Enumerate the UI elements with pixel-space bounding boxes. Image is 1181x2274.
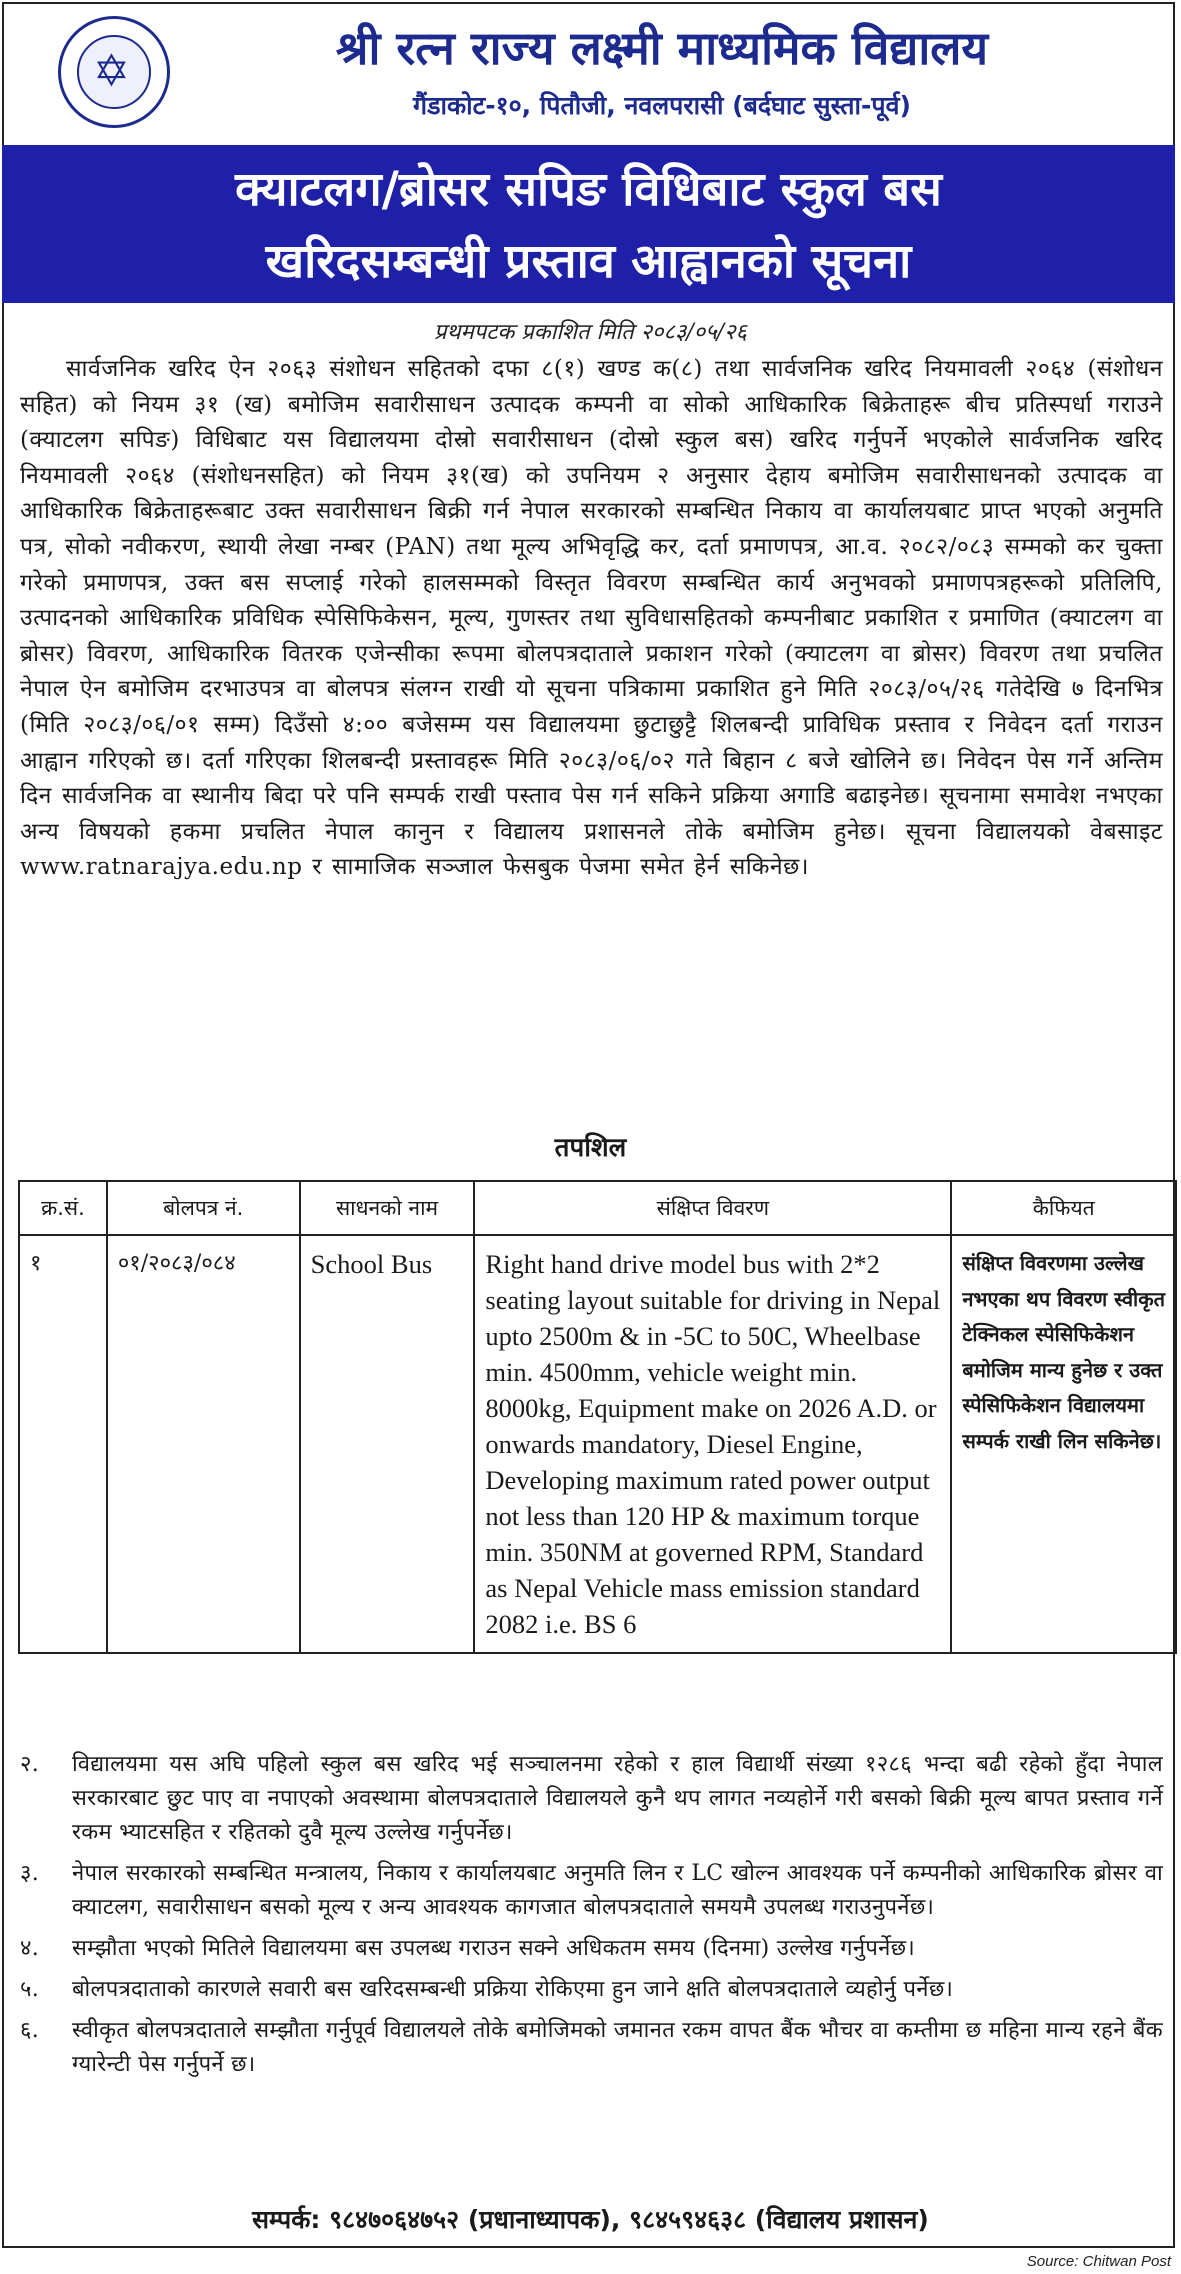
col-header-description: संक्षिप्त विवरण — [474, 1181, 951, 1235]
school-address: गैंडाकोट-१०, पितौजी, नवलपरासी (बर्दघाट सुस्ता-पूर्व) — [413, 91, 911, 120]
table-row — [19, 1235, 1176, 1653]
col-header-bid-no: बोलपत्र नं. — [107, 1181, 300, 1235]
list-item-text: सम्झौता भएको मितिले विद्यालयमा बस उपलब्ध गराउन सक्ने अधिकतम समय (दिनमा) उल्लेख गर्नुपर्नेछ। — [72, 1936, 916, 1961]
cell-bid-no: ०१/२०८३/०८४ — [107, 1235, 300, 1653]
school-name: श्री रत्न राज्य लक्ष्मी माध्यमिक विद्यालय — [335, 21, 989, 75]
schedule-heading: तपशिल — [554, 1133, 627, 1163]
notice-title-line-2: खरिदसम्बन्धी प्रस्ताव आह्वानको सूचना — [265, 234, 912, 289]
col-header-remarks: कैफियत — [951, 1181, 1176, 1235]
list-item-number: ६. — [20, 2018, 40, 2043]
list-item-text: बोलपत्रदाताको कारणले सवारी बस खरिदसम्बन्धी प्रक्रिया रोकिएमा हुन जाने क्षति बोलपत्रदाताले व्यहोर्नु पर्नेछ। — [72, 1977, 954, 2002]
school-seal-icon: ✡ — [58, 16, 170, 128]
schedule-table — [18, 1180, 1177, 1654]
notice-title-banner — [2, 145, 1175, 303]
list-item — [20, 1857, 1163, 1925]
cell-sn: १ — [19, 1235, 107, 1653]
list-item-text: नेपाल सरकारको सम्बन्धित मन्त्रालय, निकाय र कार्यालयबाट अनुमति लिन र LC खोल्न आवश्यक पर्ने कम्पनीको आधिकारिक ब्रोसर वा क्याटलग, सवारीसाधन बसको मूल्य र अन्य आवश्यक कागजात बोलपत्रदाताले समयमै उपलब्ध गराउनुपर्नेछ। — [72, 1861, 1163, 1920]
list-item-number: २. — [20, 1752, 40, 1777]
notice-header — [2, 2, 1175, 142]
cell-remarks: संक्षिप्त विवरणमा उल्लेख नभएका थप विवरण स्वीकृत टेक्निकल स्पेसिफिकेशन बमोजिम मान्य हुनेछ र उक्त स्पेसिफिकेशन विद्यालयमा सम्पर्क राखी लिन सकिनेछ। — [951, 1235, 1176, 1653]
conditions-list — [20, 1748, 1163, 2089]
list-item — [20, 1973, 1163, 2007]
source-credit: Source: Chitwan Post — [1026, 2253, 1171, 2270]
col-header-item: साधनको नाम — [300, 1181, 475, 1235]
list-item-number: ५. — [20, 1977, 40, 2002]
list-item — [20, 1932, 1163, 1966]
list-item-number: ३. — [20, 1861, 40, 1886]
table-header-row — [19, 1181, 1176, 1235]
cell-description: Right hand drive model bus with 2*2 seating layout suitable for driving in Nepal upto 2500m & in -5C to 50C, Wheelbase min. 4500mm, vehicle weight min. 8000kg, Equipment make on 2026 A.D. or onwards mandatory, Diesel Engine, Developing maximum rated power output not less than 120 HP & maximum torque min. 350NM at governed RPM, Standard as Nepal Vehicle mass emission standard 2082 i.e. BS 6 — [474, 1235, 951, 1653]
notice-body: सार्वजनिक खरिद ऐन २०६३ संशोधन सहितको दफा ८(१) खण्ड क(८) तथा सार्वजनिक खरिद नियमावली २०६४ (संशोधन सहित) को नियम ३१ (ख) बमोजिम सवारीसाधन उत्पादक कम्पनी वा सोको आधिकारिक बिक्रेताहरू बीच प्रतिस्पर्धा गराउने (क्याटलग सपिङ) विधिबाट यस विद्यालयमा दोस्रो सवारीसाधन (दोस्रो स्कुल बस) खरिद गर्नुपर्ने भएकोले सार्वजनिक खरिद नियमावली २०६४ (संशोधनसहित) को नियम ३१(ख) को उपनियम २ अनुसार देहाय बमोजिम सवारीसाधनको उत्पादक वा आधिकारिक बिक्रेताहरूबाट उक्त सवारीसाधन बिक्री गर्न नेपाल सरकारको सम्बन्धित निकाय वा कार्यालयबाट प्राप्त भएको अनुमति पत्र, सोको नवीकरण, स्थायी लेखा नम्बर (PAN) तथा मूल्य अभिवृद्धि कर, दर्ता प्रमाणपत्र, आ.व. २०८२/०८३ सम्मको कर चुक्ता गरेको प्रमाणपत्र, उक्त बस सप्लाई गरेको हालसम्मको विस्तृत विवरण सम्बन्धित कार्य अनुभवको प्रमाणपत्रहरूको प्रतिलिपि, उत्पादनको आधिकारिक प्रविधिक स्पेसिफिकेसन, मूल्य, गुणस्तर तथा सुविधासहितको कम्पनीबाट प्रकाशित र प्रमाणित (क्याटलग वा ब्रोसर) विवरण, आधिकारिक वितरक एजेन्सीका रूपमा बोलपत्रदाताले प्रकाशन गरेको (क्याटलग वा ब्रोसर) विवरण तथा प्रचलित नेपाल ऐन बमोजिम दरभाउपत्र वा बोलपत्र संलग्न राखी यो सूचना पत्रिकामा प्रकाशित हुने मिति २०८३/०५/२६ गतेदेखि ७ दिनभित्र (मिति २०८३/०६/०१ सम्म) दिउँसो ४:०० बजेसम्म यस विद्यालयमा छुटाछुट्टै शिलबन्दी प्राविधिक प्रस्ताव र निवेदन दर्ता गराउन आह्वान गरिएको छ। दर्ता गरिएका शिलबन्दी प्रस्तावहरू मिति २०८३/०६/०२ गते बिहान ८ बजे खोलिने छ। निवेदन पेस गर्ने अन्तिम दिन सार्वजनिक वा स्थानीय बिदा परे पनि सम्पर्क राखी पस्ताव पेस गर्न सकिने प्रक्रिया अगाडि बढाइनेछ। सूचनामा समावेश नभएका अन्य विषयको हकमा प्रचलित नेपाल कानुन र विद्यालय प्रशासनले तोके बमोजिम हुनेछ। सूचना विद्यालयको वेबसाइट www.ratnarajya.edu.np र सामाजिक सञ्जाल फेसबुक पेजमा समेत हेर्न सकिनेछ। — [20, 356, 1163, 881]
list-item-number: ४. — [20, 1936, 40, 1961]
cell-item: School Bus — [300, 1235, 475, 1653]
list-item — [20, 1748, 1163, 1850]
list-item-text: स्वीकृत बोलपत्रदाताले सम्झौता गर्नुपूर्व विद्यालयले तोके बमोजिमको जमानत रकम वापत बैंक भौचर वा कम्तीमा छ महिना मान्य रहने बैंक ग्यारेन्टी पेस गर्नुपर्ने छ। — [72, 2018, 1163, 2077]
contact-info: सम्पर्क: ९८४७०६४७५२ (प्रधानाध्यापक), ९८४५९४६३८ (विद्यालय प्रशासन) — [252, 2205, 929, 2234]
list-item — [20, 2014, 1163, 2082]
col-header-sn: क्र.सं. — [19, 1181, 107, 1235]
published-date: प्रथमपटक प्रकाशित मिति २०८३/०५/२६ — [434, 320, 747, 345]
list-item-text: विद्यालयमा यस अघि पहिलो स्कुल बस खरिद भई सञ्चालनमा रहेको र हाल विद्यार्थी संख्या १२८६ भन्दा बढी रहेको हुँदा नेपाल सरकारबाट छुट पाए वा नपाएको अवस्थामा बोलपत्रदाताले विद्यालयले कुनै थप लागत नव्यहोर्ने गरी बसको बिक्री मूल्य बापत प्रस्ताव गर्ने रकम भ्याटसहित र रहितको दुवै मूल्य उल्लेख गर्नुपर्नेछ। — [72, 1752, 1163, 1845]
notice-title-line-1: क्याटलग/ब्रोसर सपिङ विधिबाट स्कुल बस — [235, 162, 942, 217]
